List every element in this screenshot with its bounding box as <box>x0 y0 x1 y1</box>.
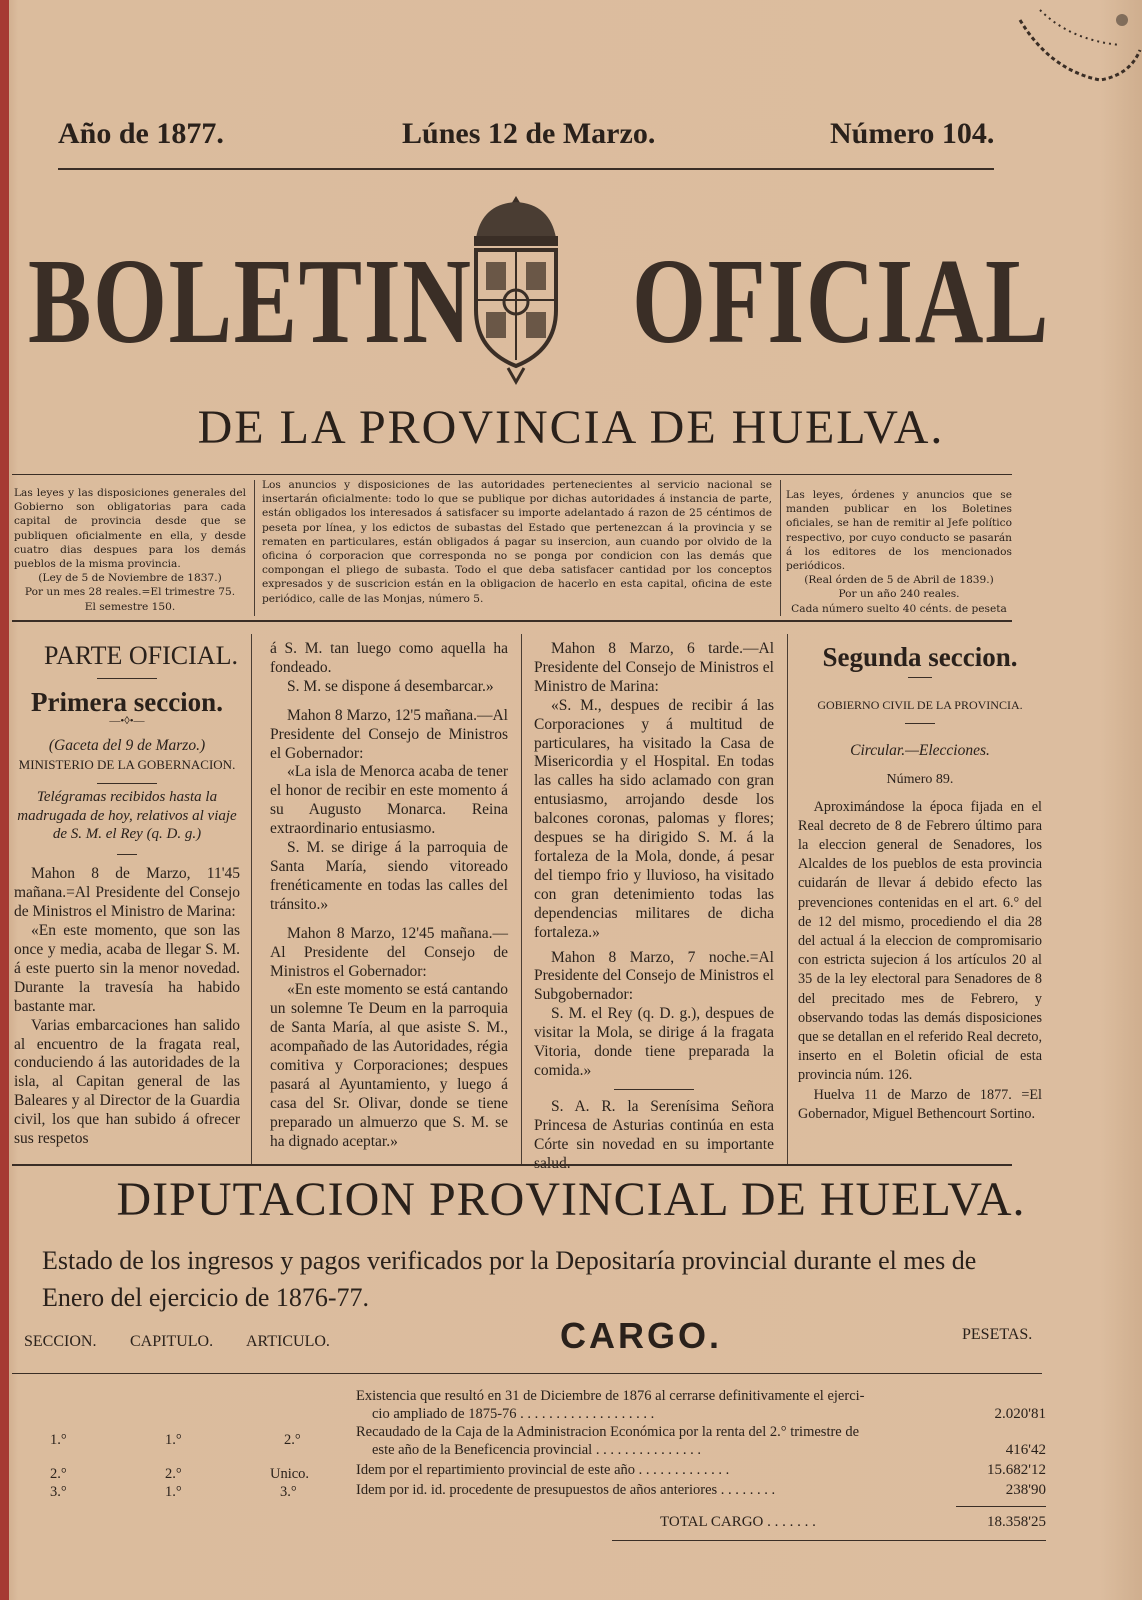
header-rule <box>58 168 994 170</box>
row-3-articulo: Unico. <box>270 1466 310 1482</box>
masthead-word-oficial: OFICIAL <box>632 234 1051 369</box>
total-cargo-label: TOTAL CARGO . . . . . . . <box>660 1514 816 1530</box>
row-2-importe: 416'42 <box>1005 1442 1046 1458</box>
row-1-concepto-line1: Existencia que resultó en 31 de Diciembre de 1876 al cerrarse definitivamente el ejerci- <box>356 1388 865 1404</box>
row-4-capitulo: 1.° <box>165 1484 182 1500</box>
col3-paragraph-1: Mahon 8 Marzo, 6 tarde.—Al Presidente del Consejo de Ministros el Ministro de Marina: <box>534 640 774 695</box>
info-left-ley: (Ley de 5 de Noviembre de 1837.) <box>38 572 222 585</box>
column-divider-3 <box>787 634 788 1164</box>
ministerio-heading: MINISTERIO DE LA GOBERNACION. <box>18 756 236 772</box>
column-divider-1 <box>251 634 252 1164</box>
col3-paragraph-4: S. M. el Rey (q. D. g.), despues de visitar la Mola, se dirige á la fragata Vitoria, donde tiene preparada la comida.» <box>534 1005 774 1079</box>
info-top-rule <box>12 474 1012 475</box>
info-left-text: Las leyes y las disposiciones generales del Gobierno son obligatorias para cada capital de provincia desde que se publiquen oficialmente en ella, y desde cuatro dias despues para los demás pueblos de la misma provincia. <box>14 487 246 571</box>
column-1 <box>14 640 240 1149</box>
info-left-block <box>14 486 246 614</box>
column-divider-2 <box>521 634 522 1164</box>
row-4-seccion: 3.° <box>50 1484 67 1500</box>
row-1-concepto-line2: cio ampliado de 1875-76 . . . . . . . . . . . . . . . . . . . <box>372 1406 655 1422</box>
telegramas-heading: Telégramas recibidos hasta la madrugada de hoy, relativos al viaje de S. M. el Rey (q. D. g.) <box>17 788 237 843</box>
row-3-seccion: 2.° <box>50 1466 67 1482</box>
col3-paragraph-2: «S. M., despues de recibir á las Corporaciones y á multitud de particulares, ha visitado la Casa de Misericordia y el Hospital. En todas las calles ha sido aclamado con gran entusiasmo, arrojando desde los balcones coronas, palomas y flores; despues se ha dirigido S. M. á la fortaleza de la Mola, donde, á pesar del tiempo frio y lluvioso, ha visitado con gran detenimiento todas las dependencias militares de dicha fortaleza.» <box>534 696 774 941</box>
short-rule-3 <box>905 723 935 724</box>
info-right-text: Las leyes, órdenes y anuncios que se manden publicar en los Boletines oficiales, se han de remitir al Jefe político respectivo, por cuyo conducto se pasarán á los editores de los mencionados periódicos. <box>786 489 1012 573</box>
col2-paragraph-5: S. M. se dirige á la parroquia de Santa María, siendo vitoreado frenéticamente en todas las calles del tránsito.» <box>270 839 508 913</box>
header-seccion: SECCION. <box>24 1333 97 1350</box>
row-4-concepto: Idem por id. id. procedente de presupuestos de años anteriores . . . . . . . . <box>356 1482 776 1498</box>
col1-paragraph-2: «En este momento, que son las once y media, acaba de llegar S. M. á este puerto sin la menor novedad. Durante la travesía ha habido bastante mar. <box>14 922 240 1015</box>
gaceta-line: (Gaceta del 9 de Marzo.) <box>48 736 206 754</box>
col2-paragraph-1: á S. M. tan luego como aquella ha fondeado. <box>270 640 508 676</box>
issue-year: Año de 1877. <box>58 117 224 150</box>
col1-paragraph-3: Varias embarcaciones han salido al encuentro de la fragata real, conduciendo á las autoridades de la isla, al Capitan general de las Baleares y al Director de la Guardia civil, los que han subido á ofrecer sus respetos <box>14 1016 240 1148</box>
info-center-text: Los anuncios y disposiciones de las autoridades pertenecientes al servicio nacional se insertarán oficialmente: todo lo que se publique por dichas autoridades á instancia de parte, están obligados los interesados á satisfacer su importe adelantado á razon de 25 céntimos de peseta por línea, y los edictos de subastas del Estado que pertenezcan á la provincia y se rematen en particulares, están obligados á pagar su insercion, aun cuando por olvido de la oficina ó corporacion que corresponda no se ponga por condicion con las demás que compongan el pliego de subasta. Todo el que deba satisfacer cantidad por los conceptos expresados y de suscricion están en la obligacion de hacerlo en esta capital, oficina de este periódico, calle de las Monjas, número 5. <box>262 479 772 605</box>
row-3-capitulo: 2.° <box>165 1466 182 1482</box>
header-articulo: ARTICULO. <box>246 1333 330 1350</box>
binding-edge <box>0 0 9 1600</box>
estado-heading: Estado de los ingresos y pagos verificados por la Depositaría provincial durante el mes de Enero del ejercicio de 1876-77. <box>42 1246 977 1312</box>
short-rule-2 <box>908 677 932 678</box>
info-right-price: Por un año 240 reales. <box>838 588 960 601</box>
info-left-price: Por un mes 28 reales.=El trimestre 75. <box>24 586 236 599</box>
col2-paragraph-3: Mahon 8 Marzo, 12'5 mañana.—Al Presidente del Consejo de Ministros el Gobernador: <box>270 706 508 762</box>
info-bottom-rule <box>12 620 1012 622</box>
section-rule <box>97 783 157 784</box>
numero-line: Número 89. <box>886 771 954 787</box>
info-right-block <box>786 488 1012 616</box>
bottom-rule <box>612 1540 1046 1541</box>
info-left-semestre: El semestre 150. <box>84 600 176 613</box>
row-4-importe: 238'90 <box>1005 1482 1046 1498</box>
gobierno-civil-heading: GOBIERNO CIVIL DE LA PROVINCIA. <box>817 697 1023 712</box>
row-3-importe: 15.682'12 <box>987 1462 1046 1478</box>
circular-heading: Circular.—Elecciones. <box>850 741 990 759</box>
masthead-word-boletin: BOLETIN <box>28 234 473 369</box>
row-4-articulo: 3.° <box>280 1484 297 1500</box>
ornament-rule <box>97 678 157 679</box>
total-cargo-amount: 18.358'25 <box>987 1514 1046 1530</box>
col4-paragraph-2: Huelva 11 de Marzo de 1877. =El Gobernador, Miguel Bethencourt Sortino. <box>798 1086 1042 1122</box>
diputacion-top-rule <box>12 1164 1012 1166</box>
info-divider-2 <box>780 480 781 616</box>
row-2-seccion: 1.° <box>50 1432 67 1448</box>
column-3 <box>534 640 774 1173</box>
row-2-concepto-line2: este año de la Beneficencia provincial . . . . . . . . . . . . . . . <box>372 1442 701 1458</box>
issue-date: Lúnes 12 de Marzo. <box>402 117 656 150</box>
row-2-concepto-line1: Recaudado de la Caja de la Administracion Económica por la renta del 2.° trimestre de <box>356 1424 860 1440</box>
header-capitulo: CAPITULO. <box>130 1333 214 1350</box>
ornament-divider: —•◊•— <box>109 714 145 727</box>
short-rule <box>117 854 137 855</box>
segunda-seccion-heading: Segunda seccion. <box>822 642 1018 672</box>
row-2-capitulo: 1.° <box>165 1432 182 1448</box>
col1-paragraph-1: Mahon 8 de Marzo, 11'45 mañana.=Al Presidente del Consejo de Ministros el Ministro de Marina: <box>14 865 240 921</box>
row-1-importe: 2.020'81 <box>994 1406 1046 1422</box>
info-divider-1 <box>254 480 255 616</box>
masthead-subtitle: DE LA PROVINCIA DE HUELVA. <box>197 401 945 454</box>
col2-paragraph-4: «La isla de Menorca acaba de tener el honor de recibir en este momento á su Augusto Monarca. Reina extraordinario entusiasmo. <box>270 763 508 838</box>
col2-paragraph-6: Mahon 8 Marzo, 12'45 mañana.—Al Presidente del Consejo de Ministros el Gobernador: <box>270 924 508 980</box>
col3-rule <box>614 1089 694 1090</box>
primera-seccion-heading: Primera seccion. <box>31 687 223 717</box>
diputacion-title: DIPUTACION PROVINCIAL DE HUELVA. <box>116 1173 1026 1226</box>
info-right-orden: (Real órden de 5 de Abril de 1839.) <box>804 574 994 587</box>
royal-coat-of-arms-icon <box>452 190 580 390</box>
row-2-articulo: 2.° <box>284 1432 301 1448</box>
col4-paragraph-1: Aproximándose la época fijada en el Real decreto de 8 de Febrero último para la eleccion general de Senadores, los Alcaldes de los pueblos de esta provincia cuidarán de llevar á debido efecto las prevenciones contenidas en el art. 6.° del de 12 del mismo, procediendo el dia 28 del actual á la eleccion de compromisario con estricta sujecion á los artículos 20 al 35 de la ley electoral para Senadores de 8 del precitado mes de Febrero, y observando todas las demás disposiciones que se detallan en el referido Real decreto, inserto en el Boletin oficial de esta provincia núm. 126. <box>798 798 1042 1084</box>
column-2 <box>270 640 508 1152</box>
row-3-concepto: Idem por el repartimiento provincial de este año . . . . . . . . . . . . . <box>356 1462 730 1478</box>
table-header-rule <box>12 1373 1042 1374</box>
corner-stain-decoration <box>1010 0 1142 100</box>
header-pesetas: PESETAS. <box>962 1326 1033 1343</box>
col3-paragraph-5: S. A. R. la Serenísima Señora Princesa de Asturias continúa en esta Córte sin novedad en su importante <box>534 1097 774 1153</box>
total-rule <box>956 1506 1046 1507</box>
cargo-heading: CARGO. <box>560 1315 722 1356</box>
parte-oficial-heading: PARTE OFICIAL. <box>44 641 238 670</box>
col2-paragraph-2: S. M. se dispone á desembarcar.» <box>287 677 494 695</box>
issue-number: Número 104. <box>830 117 995 150</box>
info-right-suelto: Cada número suelto 40 cénts. de peseta <box>791 602 1007 615</box>
col2-paragraph-7: «En este momento se está cantando un solemne Te Deum en la parroquia de Santa María, al que asiste S. M., acompañado de las Autoridades, régia comitiva y Corporaciones; despues pasará al Ayuntamiento, y luego á casa del Sr. Olivar, donde se tiene preparado un almuerzo que S. M. se ha dignado aceptar.» <box>270 981 508 1150</box>
column-4 <box>798 642 1042 1124</box>
col3-paragraph-3: Mahon 8 Marzo, 7 noche.=Al Presidente del Consejo de Ministros el Subgobernador: <box>534 948 774 1004</box>
